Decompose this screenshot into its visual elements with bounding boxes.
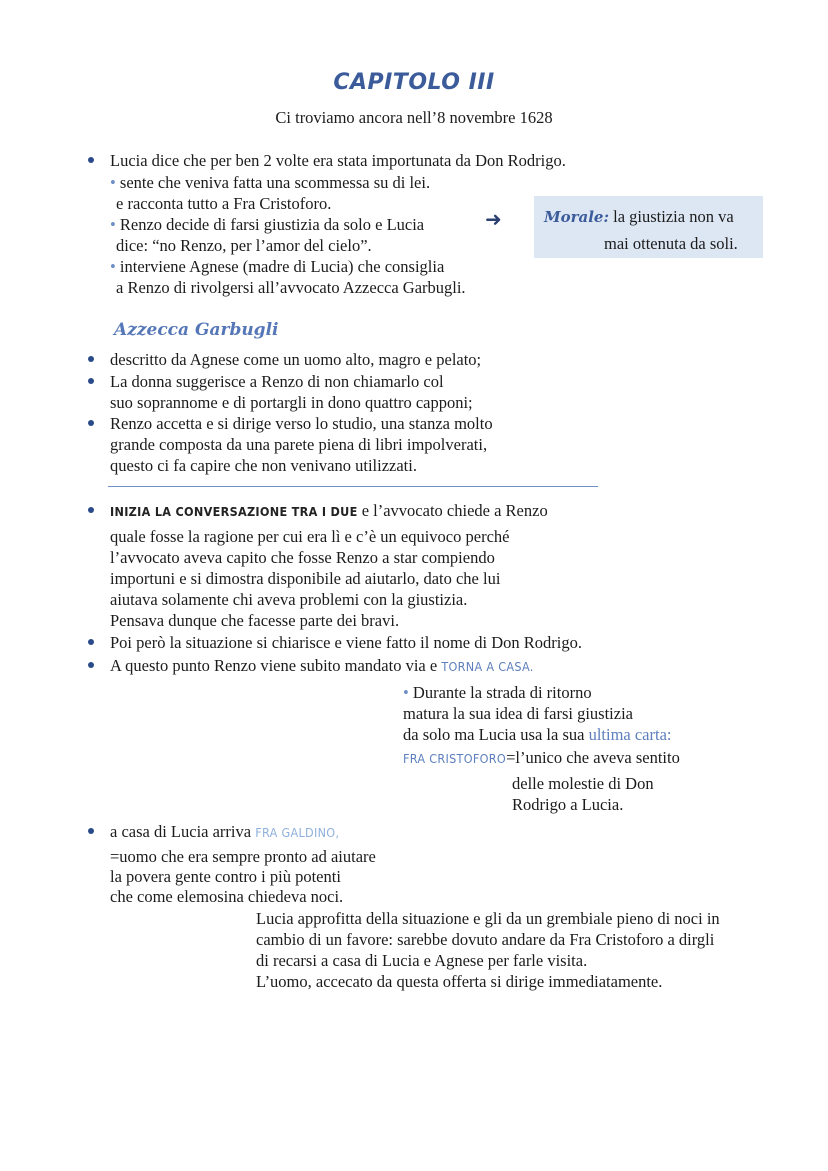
morale-text: la giustizia non va	[613, 207, 734, 226]
paragraph-line: Lucia approfitta della situazione e gli da un grembiale pieno di noci in	[256, 909, 720, 928]
list-item-continuation: aiutava solamente chi aveva problemi con la giustizia.	[110, 590, 468, 609]
sub-bullet-icon: •	[403, 683, 409, 702]
list-item	[110, 500, 548, 522]
arrow-right-icon: ➜	[485, 207, 502, 231]
page-subtitle: Ci troviamo ancora nell’8 novembre 1628	[275, 108, 553, 127]
list-item: Lucia dice che per ben 2 volte era stata importunata da Don Rodrigo.	[110, 151, 566, 170]
sub-item-text: Renzo decide di farsi giustizia da solo e Lucia	[119, 215, 425, 234]
list-item: Renzo accetta e si dirige verso lo studio, una stanza molto	[110, 414, 493, 433]
sub-item	[110, 172, 430, 193]
list-item: La donna suggerisce a Renzo di non chiamarlo col	[110, 372, 444, 391]
list-item-text: A questo punto Renzo viene subito mandato via e	[110, 656, 442, 675]
aside-text: da solo ma Lucia usa la sua	[403, 725, 589, 744]
section-heading: Azzecca Garbugli	[114, 320, 279, 340]
list-item-continuation: Pensava dunque che facesse parte dei bravi.	[110, 611, 400, 630]
morale-line-2: mai ottenuta da soli.	[604, 234, 738, 253]
page-title: CAPITOLO III	[333, 70, 495, 95]
morale-label: Morale:	[544, 208, 610, 226]
bullet-dot	[88, 662, 94, 668]
bullet-dot	[88, 639, 94, 645]
aside-line	[403, 682, 592, 703]
aside-line	[403, 747, 680, 769]
list-item-text: e l’avvocato chiede a Renzo	[357, 501, 548, 520]
aside-line: delle molestie di Don	[512, 774, 654, 793]
sub-item	[110, 256, 444, 277]
sub-item-continuation: a Renzo di rivolgersi all’avvocato Azzecca Garbugli.	[116, 278, 466, 297]
list-item-continuation: la povera gente contro i più potenti	[110, 867, 341, 886]
sub-item	[110, 214, 424, 235]
caps-highlight: FRA GALDINO,	[255, 825, 340, 840]
list-item: descritto da Agnese come un uomo alto, magro e pelato;	[110, 350, 482, 369]
divider	[108, 486, 598, 487]
paragraph-line: L’uomo, accecato da questa offerta si dirige immediatamente.	[256, 972, 663, 991]
aside-line: Rodrigo a Lucia.	[512, 795, 624, 814]
bullet-dot	[88, 507, 94, 513]
sub-item-text: sente che veniva fatta una scommessa su di lei.	[119, 173, 431, 192]
list-item-continuation: suo soprannome e di portargli in dono quattro capponi;	[110, 393, 473, 412]
bullet-dot	[88, 356, 94, 362]
sub-item-continuation: dice: “no Renzo, per l’amor del cielo”.	[116, 236, 372, 255]
bullet-dot	[88, 157, 94, 163]
aside-line	[403, 724, 672, 745]
sub-item-continuation: e racconta tutto a Fra Cristoforo.	[116, 194, 332, 213]
list-item-continuation: grande composta da una parete piena di libri impolverati,	[110, 435, 488, 454]
list-item-continuation: quale fosse la ragione per cui era lì e c’è un equivoco perché	[110, 527, 510, 546]
list-item-continuation: che come elemosina chiedeva noci.	[110, 887, 344, 906]
caps-highlight: INIZIA LA CONVERSAZIONE TRA I DUE	[110, 504, 358, 519]
sub-bullet-icon: •	[110, 173, 116, 192]
aside-highlight: ultima carta:	[588, 725, 672, 744]
bullet-dot	[88, 378, 94, 384]
caps-highlight: FRA CRISTOFORO	[403, 751, 507, 766]
sub-bullet-icon: •	[110, 215, 116, 234]
sub-item-text: interviene Agnese (madre di Lucia) che consiglia	[119, 257, 445, 276]
aside-line: matura la sua idea di farsi giustizia	[403, 704, 634, 723]
list-item-continuation: importuni e si dimostra disponibile ad aiutarlo, dato che lui	[110, 569, 501, 588]
list-item-continuation: questo ci fa capire che non venivano utilizzati.	[110, 456, 417, 475]
bullet-dot	[88, 420, 94, 426]
bullet-dot	[88, 828, 94, 834]
paragraph-line: di recarsi a casa di Lucia e Agnese per farle visita.	[256, 951, 588, 970]
sub-bullet-icon: •	[110, 257, 116, 276]
paragraph-line: cambio di un favore: sarebbe dovuto andare da Fra Cristoforo a dirgli	[256, 930, 715, 949]
caps-highlight: TORNA A CASA.	[441, 659, 534, 674]
list-item-continuation: =uomo che era sempre pronto ad aiutare	[110, 847, 376, 866]
list-item	[110, 655, 534, 677]
aside-text: Durante la strada di ritorno	[412, 683, 592, 702]
list-item	[110, 821, 339, 843]
morale-line-1	[544, 206, 734, 228]
list-item-continuation: l’avvocato aveva capito che fosse Renzo a star compiendo	[110, 548, 495, 567]
aside-text: =l’unico che aveva sentito	[506, 748, 680, 767]
list-item-text: a casa di Lucia arriva	[110, 822, 256, 841]
list-item: Poi però la situazione si chiarisce e viene fatto il nome di Don Rodrigo.	[110, 633, 582, 652]
